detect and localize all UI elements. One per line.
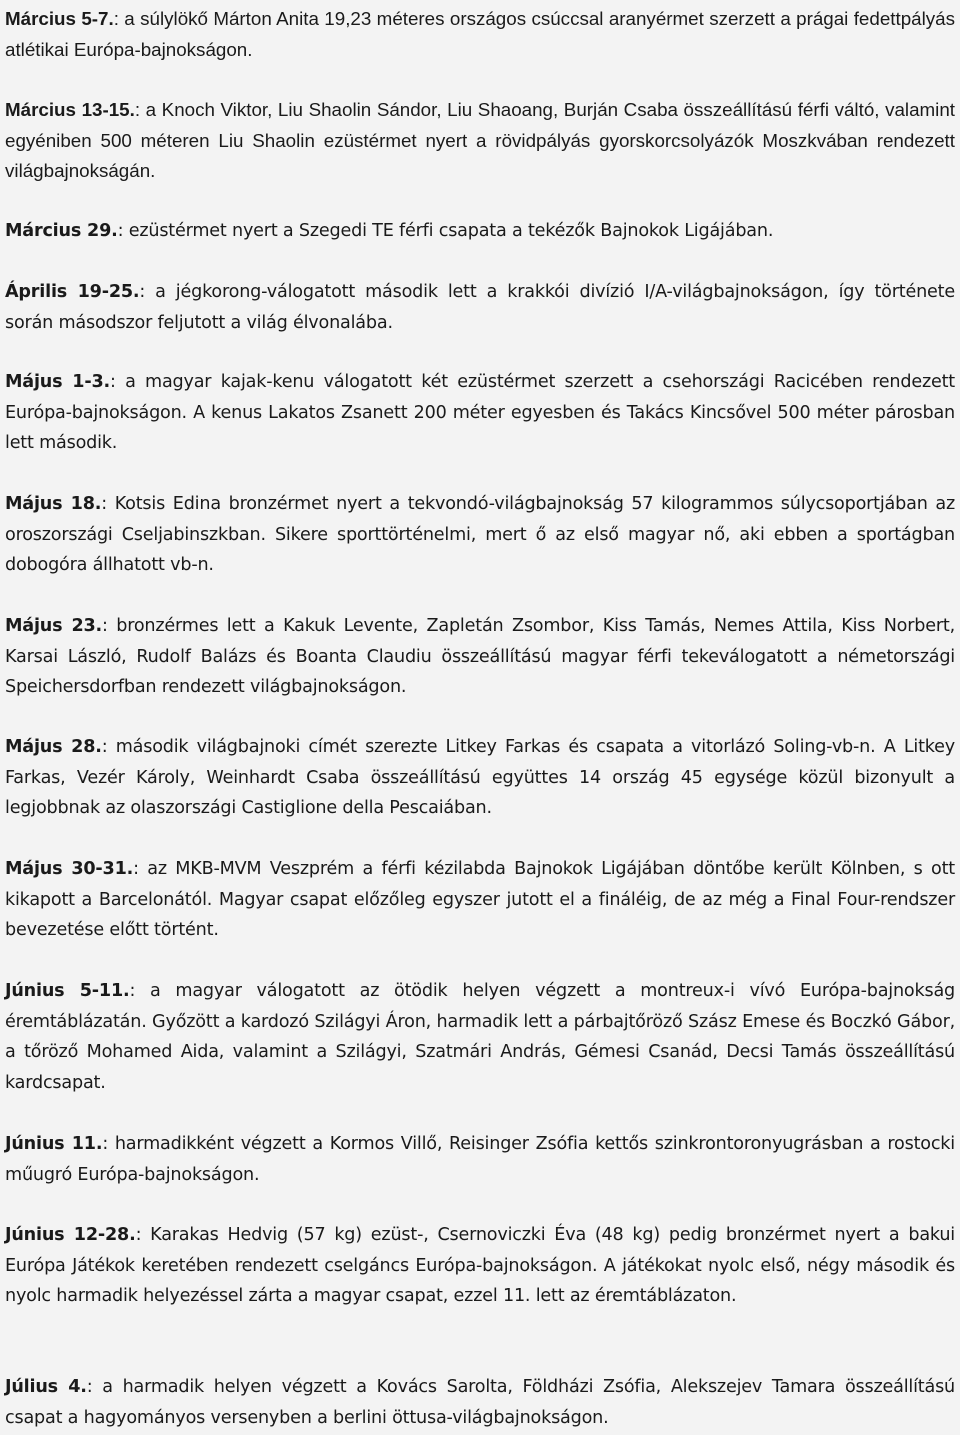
entry-text: : a súlylökő Márton Anita 19,23 méteres országos csúccsal aranyérmet szerzett a prágai fedettpályás atlétikai Európa-bajnokságon. <box>5 8 955 60</box>
entry-aprilis-19-25 <box>5 277 955 338</box>
entry-text: : a magyar válogatott az ötödik helyen végzett a montreux-i vívó Európa-bajnokság éremtáblázatán. Győzött a kardozó Szilágyi Áron, harmadik lett a párbajtőröző Szász Emese és Boczkó Gábor, a tőröző Mohamed Aida, valamint a Szilágyi, Szatmári András, Gémesi Csanád, Decsi Tamás összeállítású kardcsapat. <box>5 981 956 1093</box>
entry-date: Március 5-7. <box>5 8 114 29</box>
entry-majus-23 <box>5 611 955 703</box>
entry-text: : az MKB-MVM Veszprém a férfi kézilabda Bajnokok Ligájában döntőbe került Kölnben, s ott kikapott a Barcelonától. Magyar csapat előzőleg egyszer jutott el a fináléig, de az még a Final Four-rendszer bevezetése előtt történt. <box>5 859 955 941</box>
entry-junius-5-11 <box>5 976 955 1098</box>
entry-junius-11 <box>5 1129 955 1190</box>
entry-marcius-5-7 <box>5 4 955 65</box>
entry-majus-1-3 <box>5 367 955 459</box>
entry-date: Május 28. <box>5 737 102 757</box>
entry-text: : harmadikként végzett a Kormos Villő, Reisinger Zsófia kettős szinkrontoronyugrásban a rostocki műugró Európa-bajnokságon. <box>5 1134 955 1185</box>
entry-date: Május 18. <box>5 494 102 514</box>
entry-date: Június 11. <box>5 1134 103 1154</box>
entry-majus-30-31 <box>5 854 955 946</box>
entry-julius-4 <box>5 1372 955 1433</box>
entry-junius-12-28 <box>5 1220 955 1312</box>
entry-date: Június 12-28. <box>5 1225 136 1245</box>
entry-text: : ezüstérmet nyert a Szegedi TE férfi csapata a tekézők Bajnokok Ligájában. <box>117 221 774 241</box>
entry-date: Június 5-11. <box>5 981 130 1001</box>
entry-text: : bronzérmes lett a Kakuk Levente, Zapletán Zsombor, Kiss Tamás, Nemes Attila, Kiss Norbert, Karsai László, Rudolf Balázs és Boanta Claudiu összeállítású magyar férfi tekeválogatott a németországi Speichersdorfban rendezett világbajnokságon. <box>5 616 955 698</box>
entry-text: : a magyar kajak-kenu válogatott két ezüstérmet szerzett a csehországi Racicében rendezett Európa-bajnokságon. A kenus Lakatos Zsanett 200 méter egyesben és Takács Kincsővel 500 méter párosban lett második. <box>5 372 955 454</box>
entry-date: Március 13-15. <box>5 99 135 120</box>
entry-date: Július 4. <box>5 1377 87 1397</box>
entry-majus-18 <box>5 489 955 581</box>
entry-majus-28 <box>5 732 955 824</box>
entry-text: : a jégkorong-válogatott második lett a krakkói divízió I/A-világbajnokságon, így története során másodszor feljutott a világ élvonalába. <box>5 282 955 333</box>
entry-date: Május 30-31. <box>5 859 134 879</box>
entry-text: : a Knoch Viktor, Liu Shaolin Sándor, Liu Shaoang, Burján Csaba összeállítású férfi váltó, valamint egyéniben 500 méteren Liu Shaolin ezüstérmet nyert a rövidpályás gyorskorcsolyázók Moszkvában rendezett világbajnokságán. <box>5 99 956 182</box>
entry-date: Május 1-3. <box>5 372 110 392</box>
entry-date: Május 23. <box>5 616 103 636</box>
entry-marcius-13-15 <box>5 95 955 187</box>
entry-date: Március 29. <box>5 221 118 241</box>
entry-text: : második világbajnoki címét szerezte Litkey Farkas és csapata a vitorlázó Soling-vb-n. A Litkey Farkas, Vezér Károly, Weinhardt Csaba összeállítású együttes 14 ország 45 egysége közül bizonyult a legjobbnak az olaszországi Castiglione della Pescaiában. <box>5 737 955 819</box>
entry-text: : a harmadik helyen végzett a Kovács Sarolta, Földházi Zsófia, Alekszejev Tamara összeállítású csapat a hagyományos versenyben a berlini öttusa-világbajnokságon. <box>5 1377 955 1428</box>
entry-text: : Kotsis Edina bronzérmet nyert a tekvondó-világbajnokság 57 kilogrammos súlycsoportjában az oroszországi Cseljabinszkban. Sikere sporttörténelmi, mert ő az első magyar nő, aki ebben a sportágban dobogóra állhatott vb-n. <box>5 494 955 576</box>
entry-date: Április 19-25. <box>5 282 140 302</box>
entry-marcius-29 <box>5 216 955 247</box>
entry-text: : Karakas Hedvig (57 kg) ezüst-, Csernoviczki Éva (48 kg) pedig bronzérmet nyert a bakui Európa Játékok keretében rendezett cselgáncs Európa-bajnokságon. A játékokat nyolc első, négy második és nyolc harmadik helyezéssel zárta a magyar csapat, ezzel 11. lett az éremtáblázaton. <box>5 1225 955 1307</box>
